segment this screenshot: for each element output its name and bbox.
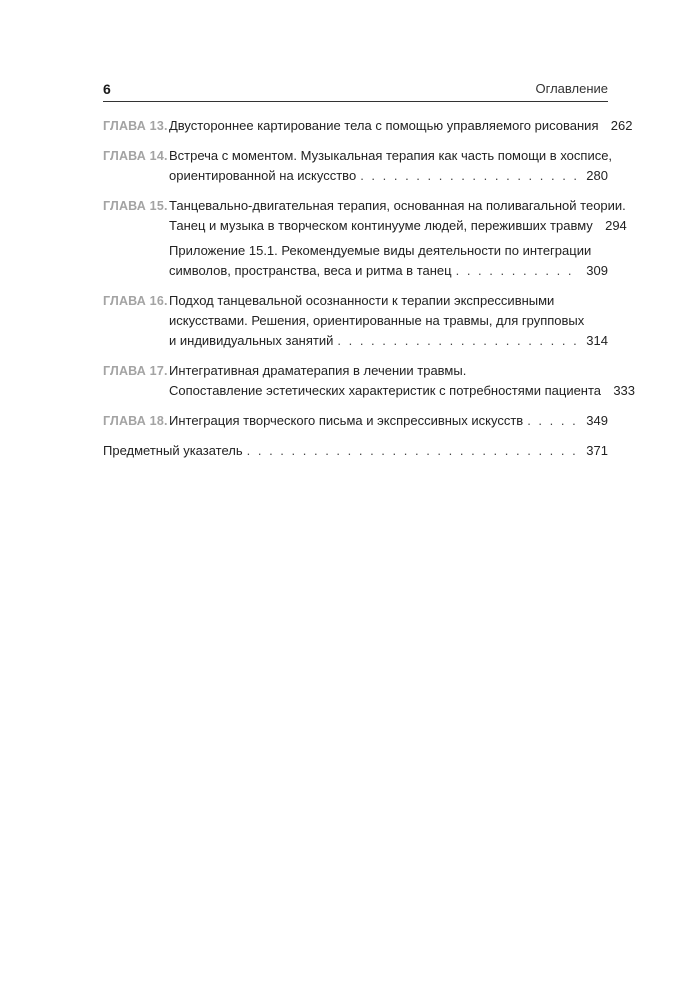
chapter-title: Интегративная драматерапия в лечении травмы. <box>169 363 467 378</box>
toc-entry-chapter-14[interactable] <box>103 146 613 186</box>
dot-leader <box>247 441 578 461</box>
page-header <box>103 79 608 102</box>
chapter-title-continued: искусствами. Решения, ориентированные на травмы, для групповых <box>169 313 585 328</box>
running-head: Оглавление <box>535 81 608 96</box>
toc-entry-chapter-16[interactable] <box>103 291 608 351</box>
chapter-title-continued: ориентированной на искусство <box>169 168 357 183</box>
toc-entry-chapter-13[interactable] <box>103 116 633 136</box>
toc-entry-chapter-15[interactable] <box>103 196 627 281</box>
chapter-label: ГЛАВА 15. <box>103 199 168 213</box>
page-ref: 333 <box>613 383 636 398</box>
dot-leader <box>360 166 578 186</box>
appendix-title-continued: символов, пространства, веса и ритма в танец <box>169 263 452 278</box>
chapter-label: ГЛАВА 16. <box>103 294 168 308</box>
page-ref: 280 <box>586 168 608 183</box>
chapter-title-continued: Танец и музыка в творческом континууме людей, переживших травму <box>169 218 593 233</box>
chapter-title: Интеграция творческого письма и экспрессивных искусств <box>169 413 524 428</box>
dot-leader <box>456 261 578 281</box>
page-ref: 371 <box>586 443 608 458</box>
index-title: Предметный указатель <box>103 443 243 458</box>
toc-entry-chapter-17[interactable] <box>103 361 636 401</box>
dot-leader <box>337 331 578 351</box>
chapter-label: ГЛАВА 18. <box>103 414 168 428</box>
page-ref: 314 <box>586 333 608 348</box>
table-of-contents <box>103 116 636 471</box>
chapter-title: Подход танцевальной осознанности к терапии экспрессивными <box>169 293 555 308</box>
dot-leader <box>527 411 578 431</box>
chapter-label: ГЛАВА 17. <box>103 364 168 378</box>
chapter-title: Двустороннее картирование тела с помощью управляемого рисования <box>169 118 599 133</box>
page-ref: 294 <box>605 218 627 233</box>
page-ref: 262 <box>610 118 633 133</box>
chapter-title-continued: и индивидуальных занятий <box>169 333 334 348</box>
toc-entry-appendix-15-1[interactable] <box>169 241 608 281</box>
chapter-title: Танцевально-двигательная терапия, основанная на поливагальной теории. <box>169 198 626 213</box>
toc-entry-subject-index[interactable] <box>103 441 608 461</box>
page-ref: 349 <box>586 413 608 428</box>
chapter-title: Встреча с моментом. Музыкальная терапия как часть помощи в хосписе, <box>169 148 613 163</box>
appendix-title: Приложение 15.1. Рекомендуемые виды деятельности по интеграции <box>169 243 592 258</box>
page-number: 6 <box>103 81 111 97</box>
chapter-label: ГЛАВА 14. <box>103 149 168 163</box>
chapter-label: ГЛАВА 13. <box>103 119 168 133</box>
page-ref: 309 <box>586 263 608 278</box>
chapter-title-continued: Сопоставление эстетических характеристик с потребностями пациента <box>169 383 602 398</box>
toc-entry-chapter-18[interactable] <box>103 411 608 431</box>
